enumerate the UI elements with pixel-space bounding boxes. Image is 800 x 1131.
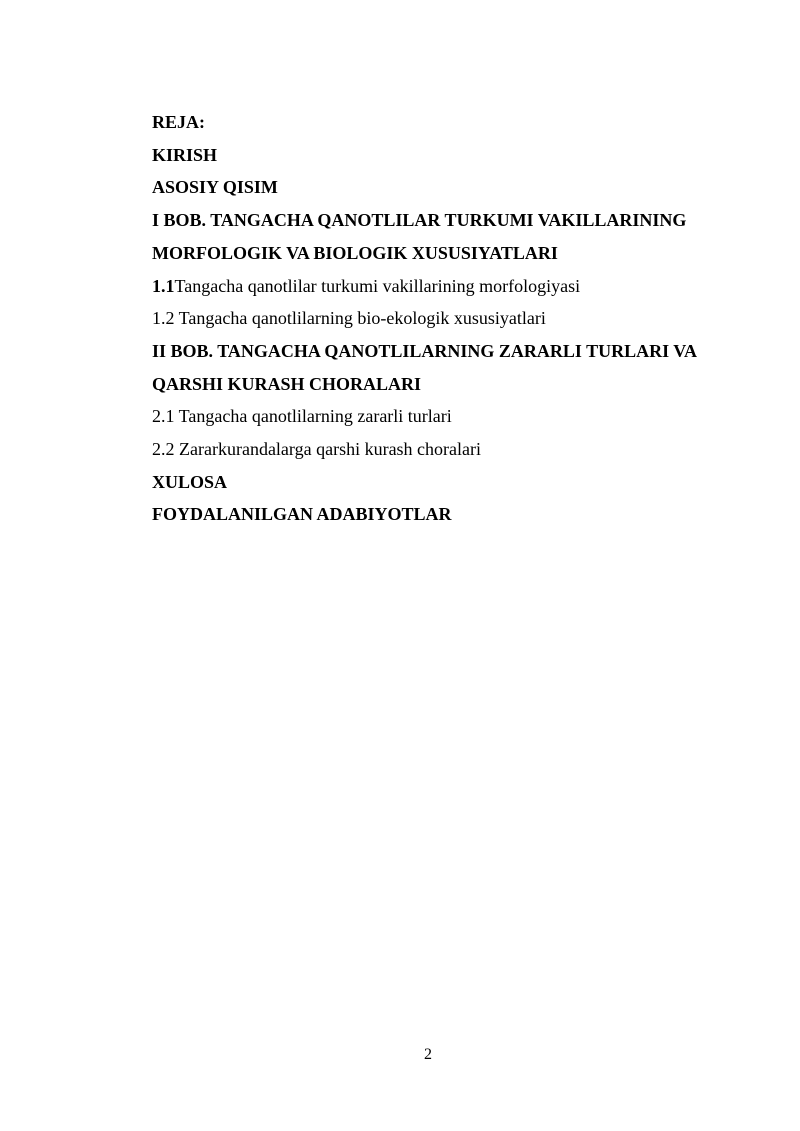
toc-title: REJA: (152, 112, 205, 132)
toc-chapter2-title-line2: QARSHI KURASH CHORALARI (152, 373, 422, 394)
toc-section-1-2: 1.2 Tangacha qanotlilarning bio-ekologik xususiyatlari (152, 308, 546, 329)
toc-chapter1-title-line2: MORFOLOGIK VA BIOLOGIK XUSUSIYATLARI (152, 242, 558, 263)
toc-section-1-1 (152, 270, 752, 303)
toc-item-conclusion: XULOSA (152, 471, 228, 492)
toc-chapter2-title-line1: II BOB. TANGACHA QANOTLILARNING ZARARLI TURLARI VA (152, 340, 697, 361)
toc-section-2-2: 2.2 Zararkurandalarga qarshi kurash choralari (152, 439, 482, 460)
table-of-contents (152, 106, 752, 531)
toc-item-references: FOYDALANILGAN ADABIYOTLAR (152, 504, 452, 525)
toc-item-main-part: ASOSIY QISIM (152, 177, 278, 198)
toc-section-2-1: 2.1 Tangacha qanotlilarning zararli turlari (152, 406, 452, 427)
toc-section-1-1-number: 1.1 (152, 275, 175, 296)
toc-item-intro: KIRISH (152, 144, 218, 165)
toc-section-1-1-text: Tangacha qanotlilar turkumi vakillarining morfologiyasi (174, 275, 581, 296)
toc-chapter1-title-line1: I BOB. TANGACHA QANOTLILAR TURKUMI VAKILLARINING (152, 210, 687, 231)
page-number: 2 (424, 1046, 432, 1063)
